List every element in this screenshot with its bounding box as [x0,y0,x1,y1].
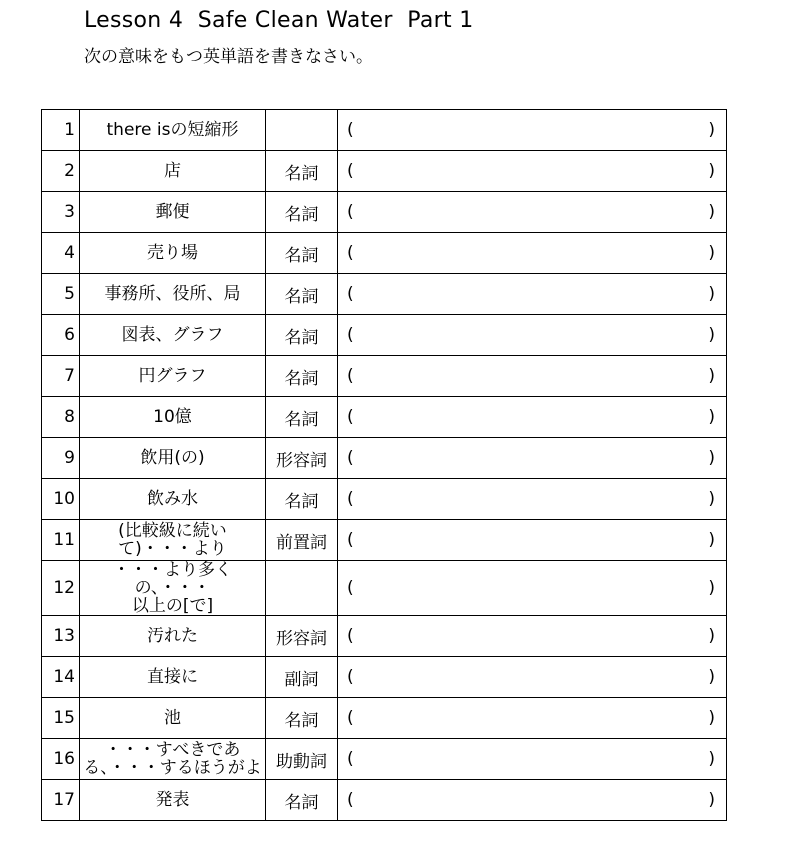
instruction-text: 次の意味をもつ英単語を書きなさい。 [84,47,373,67]
open-paren: ( [347,530,354,550]
answer-blank[interactable] [338,233,727,274]
japanese-meaning: 飲み水 [80,479,266,520]
japanese-meaning: 事務所、役所、局 [80,274,266,315]
japanese-meaning: 池 [80,698,266,739]
close-paren: ) [708,161,715,181]
japanese-meaning: 飲用(の) [80,438,266,479]
answer-blank[interactable] [338,110,727,151]
row-number: 13 [42,616,80,657]
vocabulary-table-body [42,110,727,821]
table-row [42,192,727,233]
answer-blank[interactable] [338,739,727,780]
answer-blank[interactable] [338,520,727,561]
close-paren: ) [708,325,715,345]
open-paren: ( [347,626,354,646]
row-number: 14 [42,657,80,698]
row-number: 3 [42,192,80,233]
japanese-meaning: 発表 [80,780,266,821]
vocabulary-table [41,109,727,821]
answer-blank[interactable] [338,438,727,479]
close-paren: ) [708,790,715,810]
row-number: 16 [42,739,80,780]
table-row [42,739,727,780]
japanese-meaning: (比較級に続い て)・・・より [80,520,266,561]
japanese-meaning: 郵便 [80,192,266,233]
part-of-speech: 助動詞 [266,739,338,780]
japanese-meaning: there isの短縮形 [80,110,266,151]
japanese-meaning: 図表、グラフ [80,315,266,356]
open-paren: ( [347,749,354,769]
table-row [42,698,727,739]
japanese-meaning: 売り場 [80,233,266,274]
table-row [42,397,727,438]
table-row [42,438,727,479]
row-number: 15 [42,698,80,739]
row-number: 4 [42,233,80,274]
answer-blank[interactable] [338,356,727,397]
open-paren: ( [347,366,354,386]
close-paren: ) [708,202,715,222]
japanese-meaning: 円グラフ [80,356,266,397]
open-paren: ( [347,790,354,810]
table-row [42,479,727,520]
open-paren: ( [347,161,354,181]
open-paren: ( [347,578,354,598]
part-of-speech: 名詞 [266,274,338,315]
open-paren: ( [347,667,354,687]
open-paren: ( [347,243,354,263]
row-number: 8 [42,397,80,438]
open-paren: ( [347,489,354,509]
table-row [42,315,727,356]
japanese-meaning: 汚れた [80,616,266,657]
close-paren: ) [708,667,715,687]
part-of-speech: 名詞 [266,698,338,739]
row-number: 10 [42,479,80,520]
open-paren: ( [347,120,354,140]
row-number: 12 [42,561,80,616]
close-paren: ) [708,489,715,509]
close-paren: ) [708,708,715,728]
close-paren: ) [708,120,715,140]
close-paren: ) [708,626,715,646]
japanese-meaning: ・・・より多くの、・・・ 以上の[で] [80,561,266,616]
part-of-speech: 形容詞 [266,616,338,657]
page-title: Lesson 4 Safe Clean Water Part 1 [84,8,474,33]
part-of-speech: 名詞 [266,315,338,356]
part-of-speech [266,561,338,616]
row-number: 6 [42,315,80,356]
table-row [42,110,727,151]
part-of-speech: 副詞 [266,657,338,698]
answer-blank[interactable] [338,616,727,657]
table-row [42,151,727,192]
open-paren: ( [347,202,354,222]
open-paren: ( [347,448,354,468]
japanese-meaning: 直接に [80,657,266,698]
part-of-speech: 形容詞 [266,438,338,479]
close-paren: ) [708,530,715,550]
close-paren: ) [708,749,715,769]
close-paren: ) [708,366,715,386]
table-row [42,616,727,657]
table-row [42,356,727,397]
table-row [42,520,727,561]
row-number: 17 [42,780,80,821]
part-of-speech: 名詞 [266,397,338,438]
part-of-speech: 名詞 [266,780,338,821]
answer-blank[interactable] [338,315,727,356]
answer-blank[interactable] [338,561,727,616]
table-row [42,274,727,315]
answer-blank[interactable] [338,657,727,698]
open-paren: ( [347,284,354,304]
close-paren: ) [708,448,715,468]
answer-blank[interactable] [338,698,727,739]
answer-blank[interactable] [338,397,727,438]
answer-blank[interactable] [338,780,727,821]
part-of-speech: 前置詞 [266,520,338,561]
japanese-meaning: 店 [80,151,266,192]
close-paren: ) [708,284,715,304]
row-number: 7 [42,356,80,397]
answer-blank[interactable] [338,274,727,315]
part-of-speech: 名詞 [266,479,338,520]
part-of-speech: 名詞 [266,192,338,233]
open-paren: ( [347,708,354,728]
table-row [42,561,727,616]
table-row [42,233,727,274]
row-number: 2 [42,151,80,192]
close-paren: ) [708,578,715,598]
close-paren: ) [708,407,715,427]
part-of-speech: 名詞 [266,233,338,274]
part-of-speech: 名詞 [266,356,338,397]
row-number: 1 [42,110,80,151]
row-number: 11 [42,520,80,561]
open-paren: ( [347,325,354,345]
answer-blank[interactable] [338,151,727,192]
part-of-speech [266,110,338,151]
table-row [42,657,727,698]
japanese-meaning: ・・・すべきであ る、・・・するほうがよ [80,739,266,780]
answer-blank[interactable] [338,192,727,233]
answer-blank[interactable] [338,479,727,520]
close-paren: ) [708,243,715,263]
row-number: 9 [42,438,80,479]
open-paren: ( [347,407,354,427]
table-row [42,780,727,821]
row-number: 5 [42,274,80,315]
japanese-meaning: 10億 [80,397,266,438]
part-of-speech: 名詞 [266,151,338,192]
